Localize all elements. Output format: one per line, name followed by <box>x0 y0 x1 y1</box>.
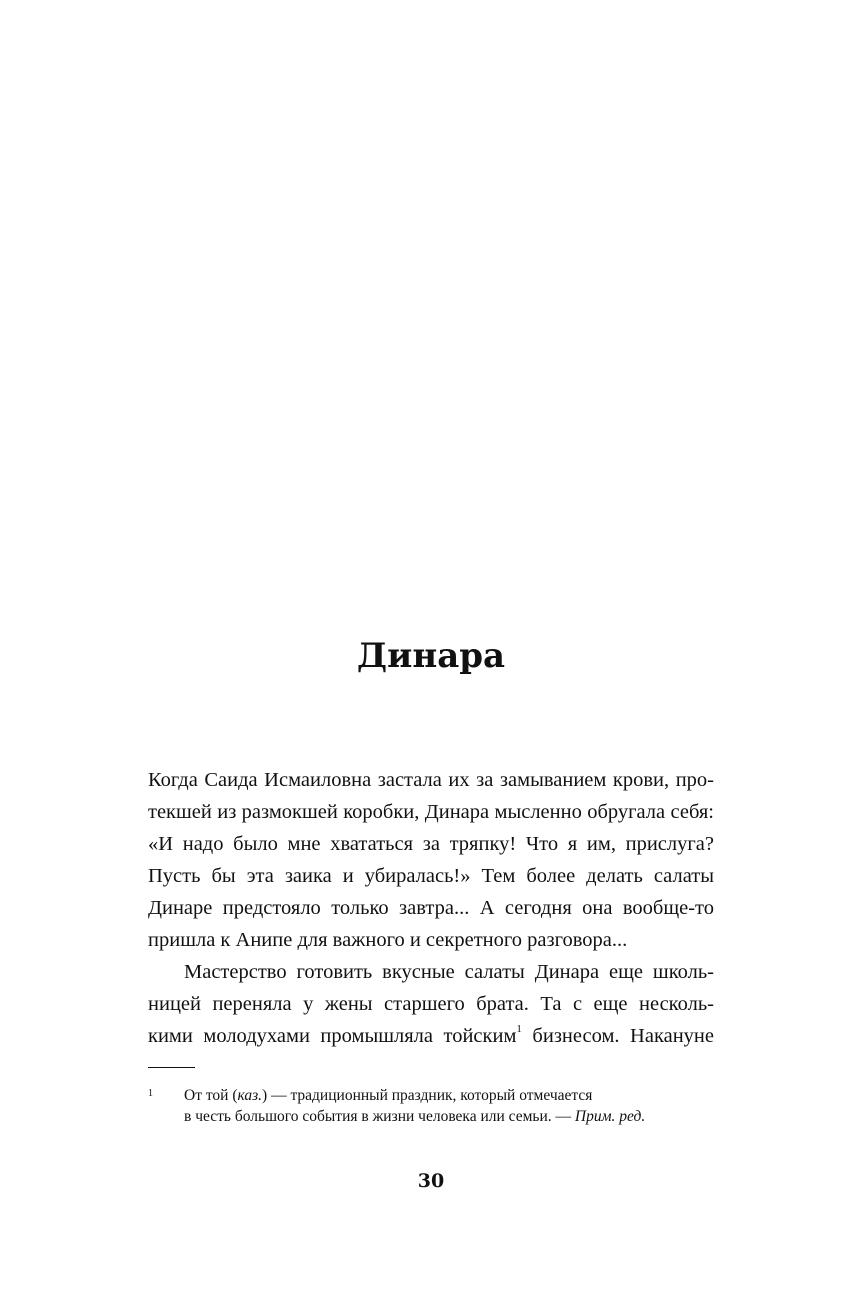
chapter-title: Динара <box>356 636 506 676</box>
text-fragment: кими молодухами промышляла тойским <box>148 1025 517 1047</box>
footnote-reference: 1 <box>516 1023 522 1035</box>
footnote-separator <box>148 1067 195 1068</box>
footnote-line-2-text: в честь большого события в жизни человека или семьи. — <box>184 1108 575 1125</box>
text-line: Динаре предстояло только завтра... А сегодня она вообще-то <box>148 897 714 919</box>
text-line-with-footnote-ref <box>148 1020 714 1052</box>
text-line: пришла к Анипе для важного и секретного разговора... <box>148 929 628 951</box>
text-line: Пусть бы эта заика и убиралась!» Тем более делать салаты <box>148 865 714 887</box>
text-line: текшей из размокшей коробки, Динара мысленно обругала себя: <box>148 801 714 823</box>
text-line: «И надо было мне хвататься за тряпку! Что я им, прислуга? <box>148 833 714 855</box>
language-abbr: каз. <box>237 1087 263 1104</box>
footnote-line-2 <box>184 1106 724 1127</box>
footnote-text <box>184 1085 724 1127</box>
body-text <box>148 764 714 1052</box>
text-fragment: бизнесом. Накануне <box>521 1025 714 1047</box>
text-line: Когда Саида Исмаиловна застала их за замыванием крови, про- <box>148 769 714 791</box>
footnote-line-1: От той (каз.) — традиционный праздник, который отмечается <box>184 1087 593 1104</box>
text-line: ницей переняла у жены старшего брата. Та с еще несколь- <box>148 993 714 1015</box>
page-number: 30 <box>417 1170 445 1192</box>
editor-note: Прим. ред. <box>574 1108 646 1125</box>
text-line: Мастерство готовить вкусные салаты Динара еще школь- <box>184 961 714 983</box>
footnote-marker: 1 <box>148 1088 153 1099</box>
